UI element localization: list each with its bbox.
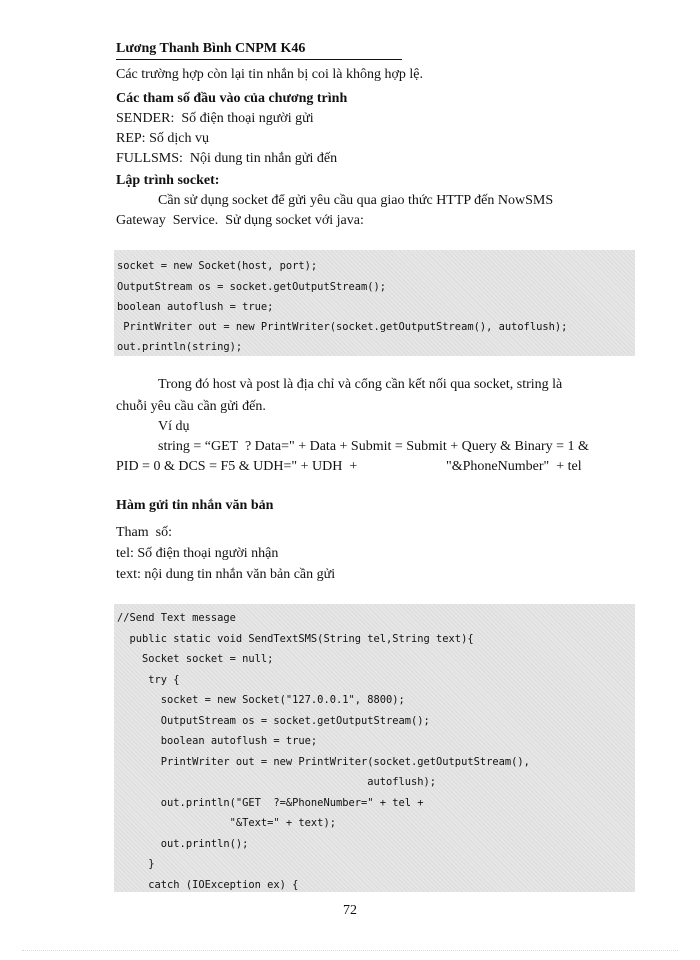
explain-line-2: chuỗi yêu cầu cần gửi đến. (116, 399, 266, 414)
example-line-1: string = “GET ? Data=" + Data + Submit = Submit + Query & Binary = 1 & (158, 439, 589, 454)
arg-text: text: nội dung tin nhắn văn bản cần gửi (116, 567, 336, 582)
param-fullsms: FULLSMS: Nội dung tin nhắn gửi đến (116, 151, 338, 166)
code-line: out.println(string); (117, 341, 243, 353)
socket-intro-line-2: Gateway Service. Sử dụng socket với java: (116, 213, 364, 228)
code-block-socket (114, 250, 635, 356)
example-line-2a: PID = 0 & DCS = F5 & UDH=" + UDH + (116, 459, 358, 474)
code-line: socket = new Socket(host, port); (117, 260, 318, 272)
socket-intro-line-1: Cần sử dụng socket để gửi yêu cầu qua giao thức HTTP đến NowSMS (158, 193, 554, 208)
send-text-heading: Hàm gửi tin nhắn văn bản (116, 498, 274, 513)
param-rep: REP: Số dịch vụ (116, 131, 209, 146)
code-line: boolean autoflush = true; (117, 735, 318, 747)
code-line: OutputStream os = socket.getOutputStream(); (117, 715, 430, 727)
params-heading: Các tham số đầu vào của chương trình (116, 91, 348, 106)
example-label: Ví dụ (158, 419, 190, 434)
code-line: boolean autoflush = true; (117, 301, 274, 313)
code-line: out.println("GET ?=&PhoneNumber=" + tel + (117, 797, 424, 809)
code-line: Socket socket = null; (117, 653, 274, 665)
invalid-note: Các trường hợp còn lại tin nhắn bị coi là không hợp lệ. (116, 67, 424, 82)
explain-line-1: Trong đó host và post là địa chỉ và cổng cần kết nối qua socket, string là (158, 377, 563, 392)
code-line: OutputStream os = socket.getOutputStream(); (117, 281, 386, 293)
code-line: socket = new Socket("127.0.0.1", 8800); (117, 694, 405, 706)
page-number: 72 (343, 903, 357, 918)
example-line-2b: "&PhoneNumber" + tel (446, 459, 582, 474)
code-line: public static void SendTextSMS(String tel,String text){ (117, 633, 474, 645)
socket-heading: Lập trình socket: (116, 173, 220, 188)
param-sender: SENDER: Số điện thoại người gửi (116, 111, 314, 126)
code-line: out.println(); (117, 838, 249, 850)
code-line: //Send Text message (117, 612, 236, 624)
code-line: autoflush); (117, 776, 437, 788)
page-bottom-divider (22, 950, 678, 951)
code-line: catch (IOException ex) { (117, 879, 299, 891)
code-line: PrintWriter out = new PrintWriter(socket.getOutputStream(), (117, 756, 530, 768)
code-line: PrintWriter out = new PrintWriter(socket.getOutputStream(), autoflush); (117, 321, 568, 333)
code-block-send-text-sms (114, 604, 635, 892)
page-header: Lương Thanh Bình CNPM K46 (116, 40, 402, 60)
code-line: } (117, 858, 155, 870)
code-line: try { (117, 674, 180, 686)
code-line: "&Text=" + text); (117, 817, 336, 829)
arg-tel: tel: Số điện thoại người nhận (116, 546, 279, 561)
args-label: Tham số: (116, 525, 172, 540)
